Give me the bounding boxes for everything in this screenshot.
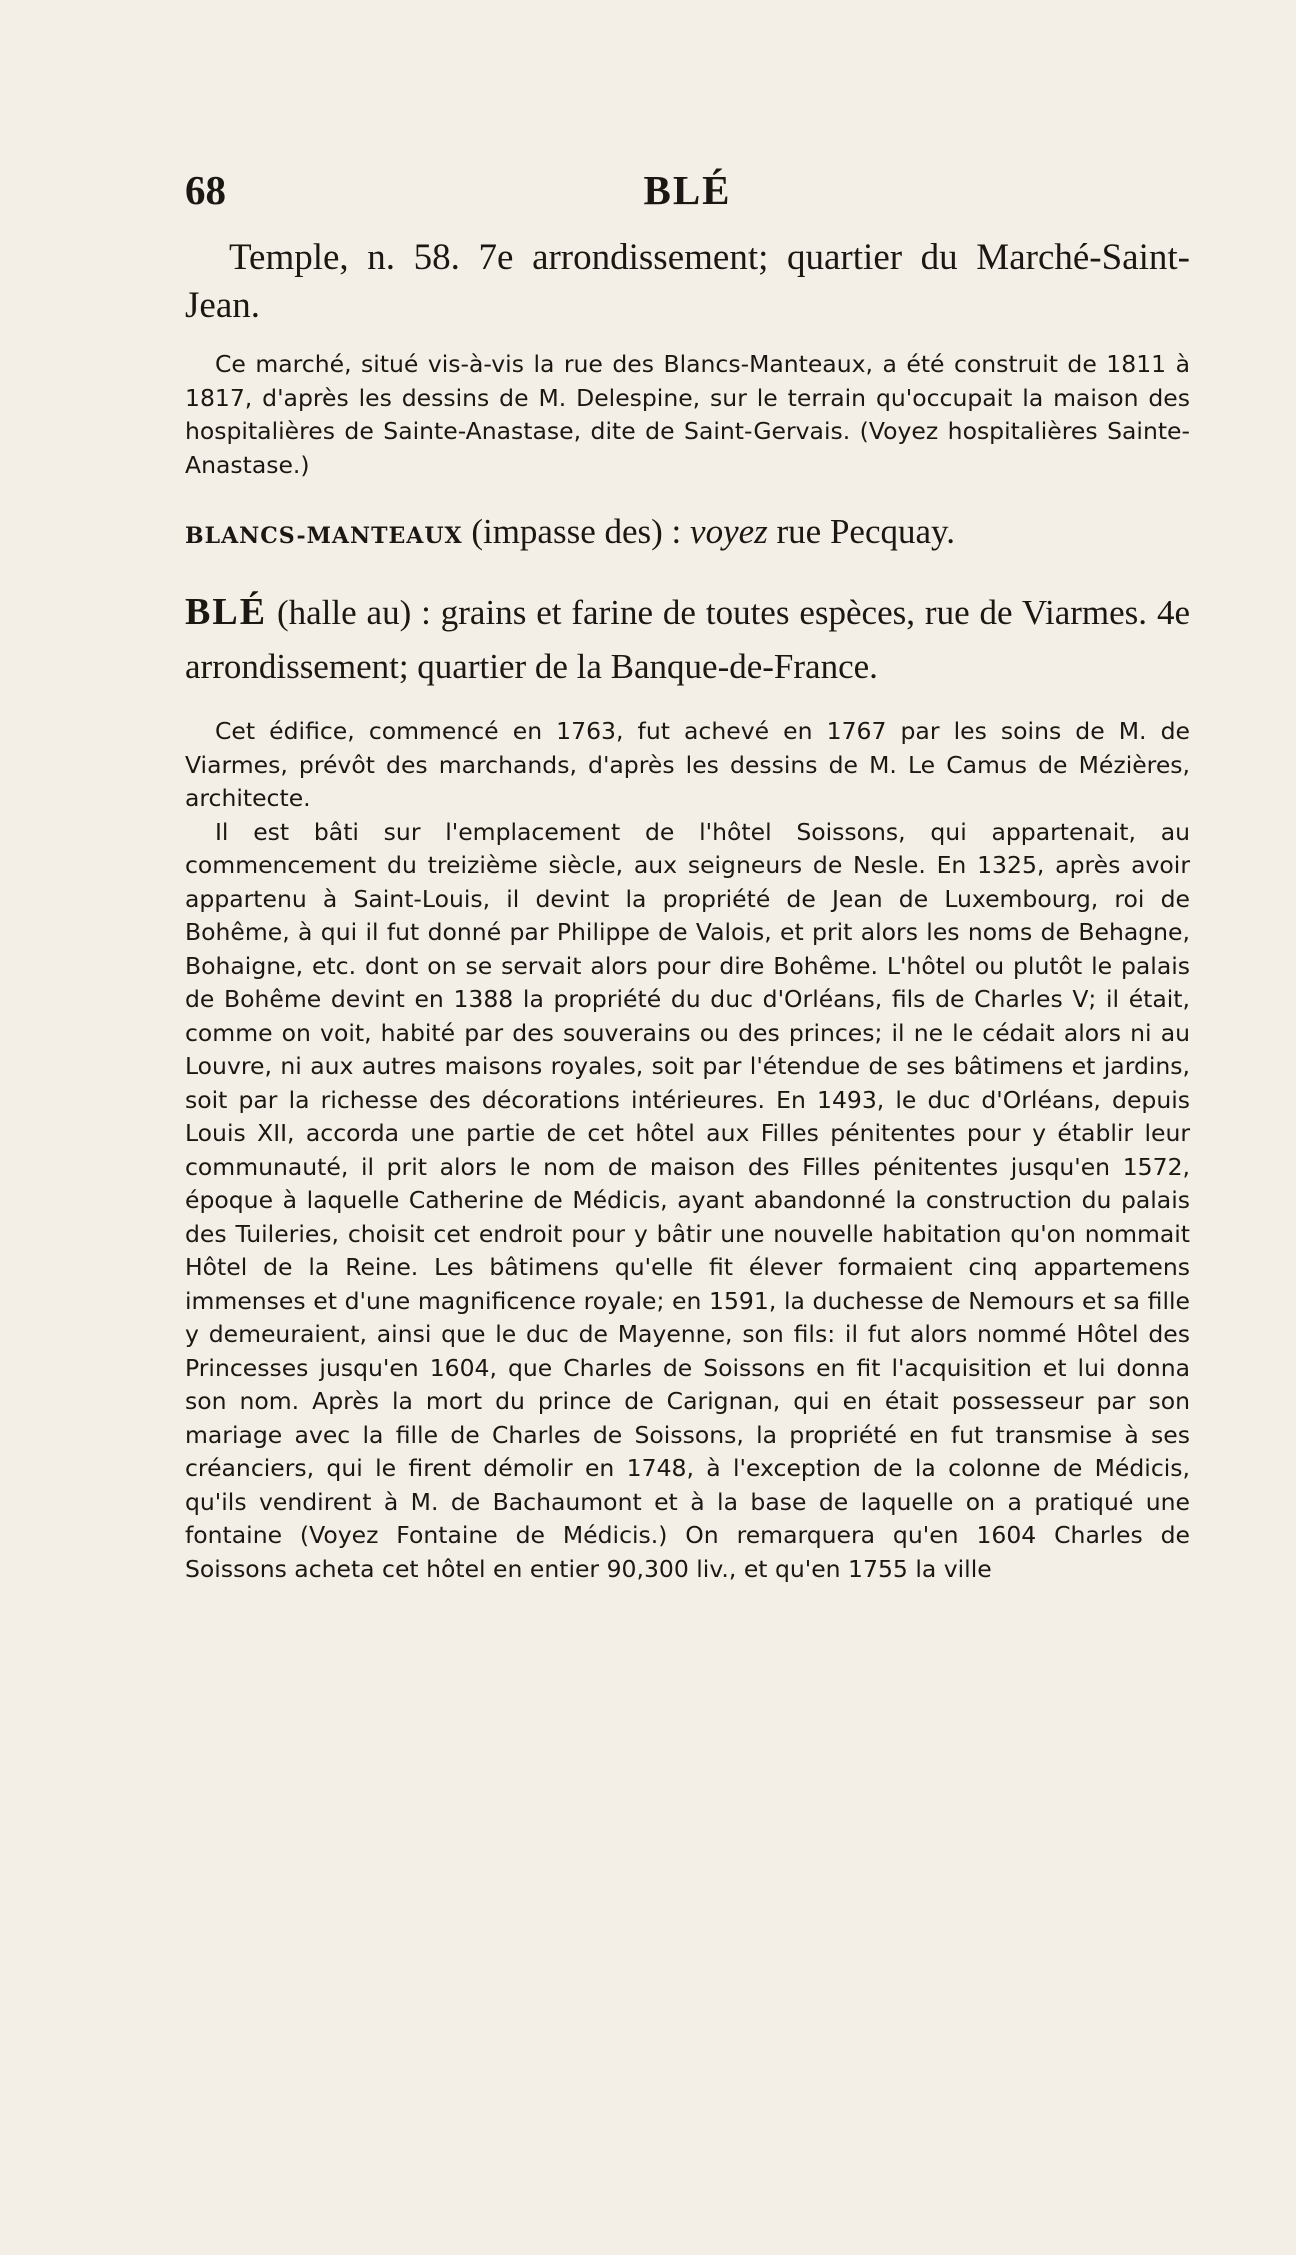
page-number: 68	[185, 167, 226, 213]
entry-lead: (halle au) : grains et farine de toutes espèces, rue de Viarmes. 4e arrondissement; quartier de la Banque-de-France.	[185, 593, 1190, 686]
entry-text: (impasse des) :	[462, 512, 691, 551]
entry-paragraph-2: Il est bâti sur l'emplacement de l'hôtel Soissons, qui appartenait, au commencement du treizième siècle, aux seigneurs de Nesle. En 1325, après avoir appartenu à Saint-Louis, il devint la propriété de Jean de Luxembourg, roi de Bohême, à qui il fut donné par Philippe de Valois, et prit alors les noms de Behagne, Bohaigne, etc. dont on se servait alors pour dire Bohême. L'hôtel ou plutôt le palais de Bohême devint en 1388 la propriété du duc d'Orléans, fils de Charles V; il était, comme on voit, habité par des souverains ou des princes; il ne le cédait alors ni au Louvre, ni aux autres maisons royales, soit par l'étendue de ses bâtimens et jardins, soit par la richesse des décorations intérieures. En 1493, le duc d'Orléans, depuis Louis XII, accorda une partie de cet hôtel aux Filles pénitentes pour y établir leur communauté, il prit alors le nom de maison des Filles pénitentes jusqu'en 1572, époque à laquelle Catherine de Médicis, ayant abandonné la construction du palais des Tuileries, choisit cet endroit pour y bâtir une nouvelle habitation qu'on nommait Hôtel de la Reine. Les bâtimens qu'elle fit élever formaient cinq appartemens immenses et d'une magnificence royale; en 1591, la duchesse de Nemours et sa fille y demeuraient, ainsi que le duc de Mayenne, son fils: il fut alors nommé Hôtel des Princesses jusqu'en 1604, que Charles de Soissons en fit l'acquisition et lui donna son nom. Après la mort du prince de Carignan, qui en était possesseur par son mariage avec la fille de Charles de Soissons, la propriété en fut transmise à ses créanciers, qui le firent démolir en 1748, à l'exception de la colonne de Médicis, qu'ils vendirent à M. de Bachaumont et à la base de laquelle on a pratiqué une fontaine (Voyez Fontaine de Médicis.) On remarquera qu'en 1604 Charles de Soissons acheta cet hôtel en entier 90,300 liv., et qu'en 1755 la ville	[185, 817, 1190, 1583]
continuation-lead: Temple, n. 58. 7e arrondissement; quartier du Marché-Saint-Jean.	[185, 237, 1190, 326]
entry-text-after: rue Pecquay.	[767, 512, 956, 551]
continuation-paragraph: Ce marché, situé vis-à-vis la rue des Blancs-Manteaux, a été construit de 1811 à 1817, d'après les dessins de M. Delespine, sur le terrain qu'occupait la maison des hospitalières de Sainte-Anastase, dite de Saint-Gervais. (Voyez hospitalières Sainte-Anastase.)	[185, 350, 1190, 479]
entry-headword: BLÉ	[185, 591, 268, 633]
page-body	[185, 234, 1190, 1586]
entry-blancs-manteaux	[185, 508, 1190, 562]
entry-paragraph-1: Cet édifice, commencé en 1763, fut achevé en 1767 par les soins de M. de Viarmes, prévôt des marchands, d'après les dessins de M. Le Camus de Mézières, architecte.	[185, 717, 1190, 812]
entry-ble	[185, 588, 1190, 697]
entry-text-italic: voyez	[690, 512, 768, 551]
entry-headword: BLANCS-MANTEAUX	[185, 523, 463, 549]
running-head: BLÉ	[643, 167, 732, 213]
page-header	[185, 166, 1190, 226]
